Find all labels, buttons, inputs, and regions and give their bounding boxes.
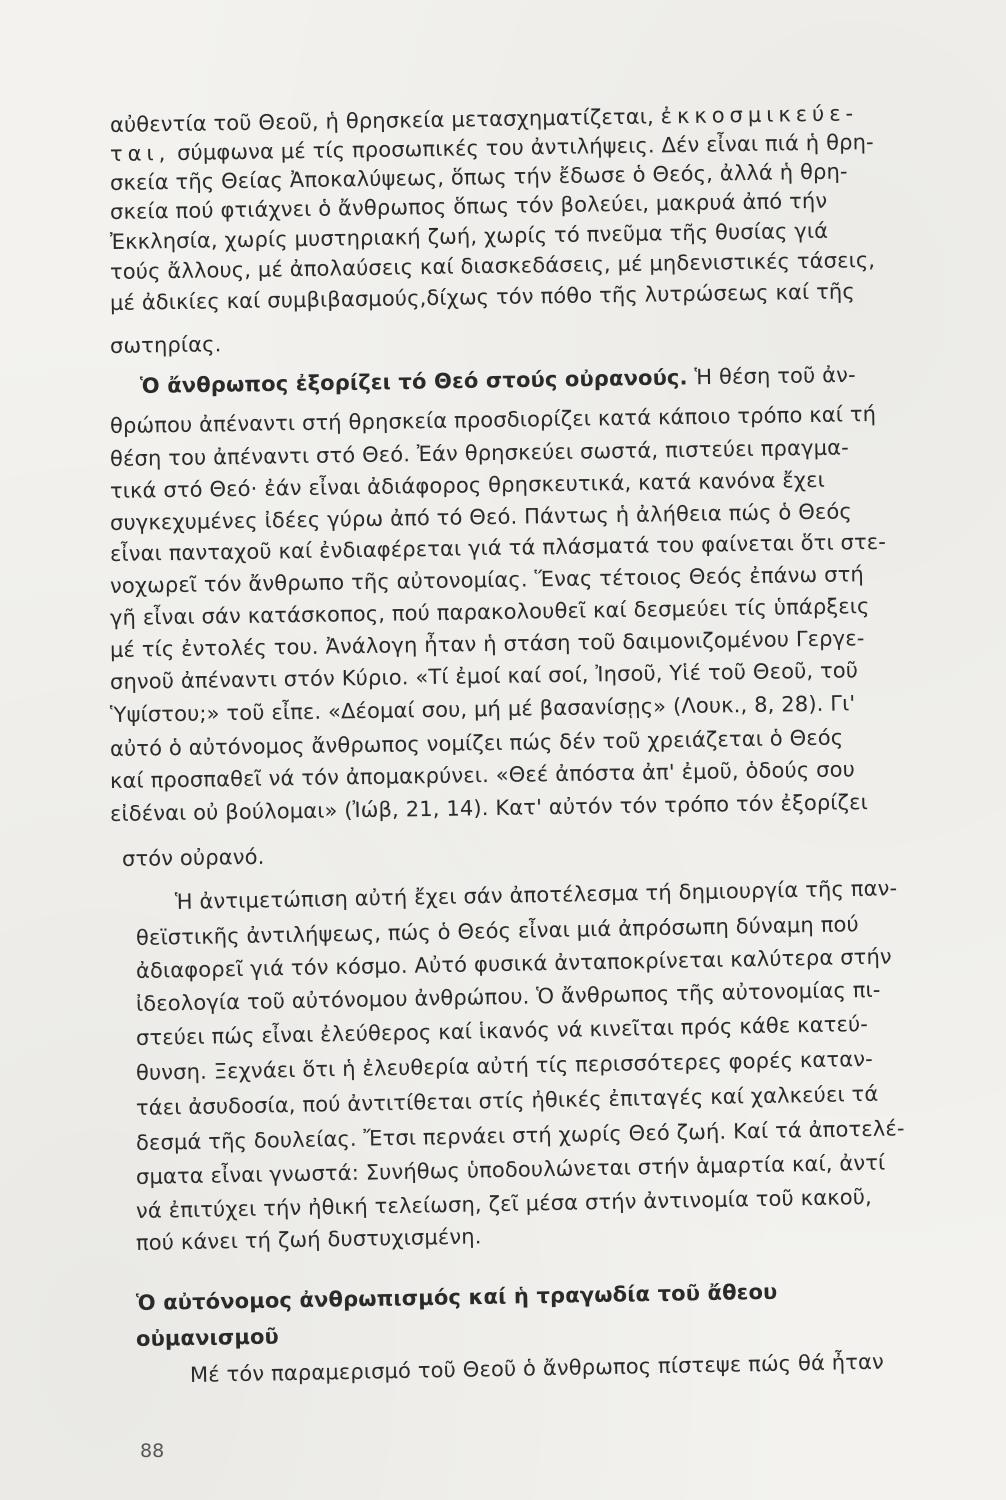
emphasized-text: ἐκκοσμικεύε-	[660, 101, 859, 129]
text-line: τικά στό Θεό· ἐάν εἶναι ἀδιάφορος θρησκευτικά, κατά κανόνα ἔχει	[109, 467, 826, 503]
emphasized-text: ται,	[109, 141, 171, 166]
text-line: στόν οὐρανό.	[121, 844, 265, 871]
text-span: Ἡ θέση τοῦ ἀν-	[687, 362, 856, 390]
text-line	[140, 360, 975, 399]
text-line: γῆ εἶναι σάν κατάσκοπος, πού παρακολουθεῖ καί δεσμεύει τίς ὑπάρξεις	[109, 594, 870, 630]
text-line: σωτηρίας.	[109, 332, 222, 358]
text-line: θρώπου ἀπέναντι στή θρησκεία προσδιορίζει κατά κάποιο τρόπο καί τή	[109, 401, 877, 438]
text-line: ἀδιαφορεῖ γιά τόν κόσμο. Αὐτό φυσικά ἀνταποκρίνεται καλύτερα στήν	[135, 944, 893, 983]
heading-line: οὐμανισμοῦ	[135, 1324, 280, 1351]
text-line: αὐτό ὁ αὐτόνομος ἄνθρωπος νομίζει πώς δέν τοῦ χρειάζεται ὁ Θεός	[109, 725, 844, 761]
text-line: πού κάνει τή ζωή δυστυχισμένη.	[135, 1224, 482, 1255]
text-line: τούς ἄλλους, μέ ἀπολαύσεις καί διασκεδάσεις, μέ μηδενιστικές τάσεις,	[109, 247, 876, 284]
text-line: καί προσπαθεῖ νά τόν ἀπομακρύνει. «Θεέ ἀπόστα ἀπ' ἐμοῦ, ὁδούς σου	[109, 757, 856, 793]
text-line: ἰδεολογία τοῦ αὐτόνομου ἀνθρώπου. Ὁ ἄνθρωπος τῆς αὐτονομίας πι-	[135, 977, 881, 1016]
text-line: μέ τίς ἐντολές του. Ἀνάλογη ἦταν ἡ στάση τοῦ δαιμονιζομένου Γεργε-	[109, 626, 865, 662]
heading-line: Ὁ αὐτόνομος ἀνθρωπισμός καί ἡ τραγωδία τοῦ ἄθεου	[135, 1279, 778, 1315]
text-line: Ἐκκλησία, χωρίς μυστηριακή ζωή, χωρίς τό πνεῦμα τῆς θυσίας γιά	[109, 218, 829, 254]
text-line: νά ἐπιτύχει τήν ἠθική τελείωση, ζεῖ μέσα στήν ἀντινομία τοῦ κακοῦ,	[135, 1184, 873, 1223]
text-line: σηνοῦ ἀπέναντι στόν Κύριο. «Τί ἐμοί καί σοί, Ἰησοῦ, Υἱέ τοῦ Θεοῦ, τοῦ	[109, 658, 859, 694]
inline-heading: Ὁ ἄνθρωπος ἐξορίζει τό Θεό στούς οὐρανούς.	[139, 365, 688, 398]
text-line: Μέ τόν παραμερισμό τοῦ Θεοῦ ὁ ἄνθρωπος πίστεψε πώς θά ἦταν	[189, 1349, 885, 1387]
text-line: σκεία πού φτιάχνει ὁ ἄνθρωπος ὅπως τόν βολεύει, μακρυά ἀπό τήν	[109, 188, 828, 224]
text-line: Ἡ ἀντιμετώπιση αὐτή ἔχει σάν ἀποτέλεσμα τή δημιουργία τῆς παν-	[174, 876, 898, 914]
text-line: εἰδέναι οὐ βούλομαι» (Ἰώβ, 21, 14). Κατ' αὐτόν τόν τρόπο τόν ἐξορίζει	[109, 790, 869, 826]
text-line: σματα εἶναι γνωστά: Συνήθως ὑποδουλώνεται στήν ἁμαρτία καί, ἀντί	[135, 1150, 886, 1189]
text-line: θυνση. Ξεχνάει ὅτι ἡ ἐλευθερία αὐτή τίς περισσότερες φορές καταν-	[135, 1046, 874, 1085]
text-line: σκεία τῆς Θείας Ἀποκαλύψεως, ὅπως τήν ἔδωσε ὁ Θεός, ἀλλά ἡ θρη-	[109, 159, 848, 195]
text-span: σύμφωνα μέ τίς προσωπικές του ἀντιλήψεις. Δέν εἶναι πιά ἡ θρη-	[170, 130, 874, 166]
text-line: τάει ἀσυδοσία, πού ἀντιτίθεται στίς ἠθικές ἐπιταγές καί χαλκεύει τά	[135, 1081, 879, 1120]
text-span: αὐθεντία τοῦ Θεοῦ, ἡ θρησκεία μετασχηματίζεται,	[109, 104, 661, 137]
text-line: νοχωρεῖ τόν ἄνθρωπο τῆς αὐτονομίας. Ἕνας τέτοιος Θεός ἐπάνω στή	[109, 562, 865, 598]
text-line: μέ ἀδικίες καί συμβιβασμούς,δίχως τόν πόθο τῆς λυτρώσεως καί τῆς	[109, 279, 856, 315]
text-line: εἶναι πανταχοῦ καί ἐνδιαφέρεται γιά τά πλάσματά του φαίνεται ὅτι στε-	[109, 529, 887, 566]
text-line: στεύει πώς εἶναι ἐλεύθερος καί ἱκανός νά κινεῖται πρός κάθε κατεύ-	[135, 1011, 869, 1050]
text-line: δεσμά τῆς δουλείας. Ἔτσι περνάει στή χωρίς Θεό ζωή. Καί τά ἀποτελέ-	[135, 1116, 905, 1155]
text-line: θεϊστικῆς ἀντιλήψεως, πώς ὁ Θεός εἶναι μιά ἀπρόσωπη δύναμη πού	[135, 912, 860, 950]
text-line: συγκεχυμένες ἰδέες γύρω ἀπό τό Θεό. Πάντως ἡ ἀλήθεια πώς ὁ Θεός	[109, 499, 853, 535]
text-line: θέση του ἀπέναντι στό Θεό. Ἐάν θρησκεύει σωστά, πιστεύει πραγμα-	[109, 435, 850, 471]
page-number: 88	[140, 1440, 165, 1462]
text-line: Ὑψίστου;» τοῦ εἶπε. «Δέομαί σου, μή μέ βασανίσῃς» (Λουκ., 8, 28). Γι'	[109, 691, 856, 727]
